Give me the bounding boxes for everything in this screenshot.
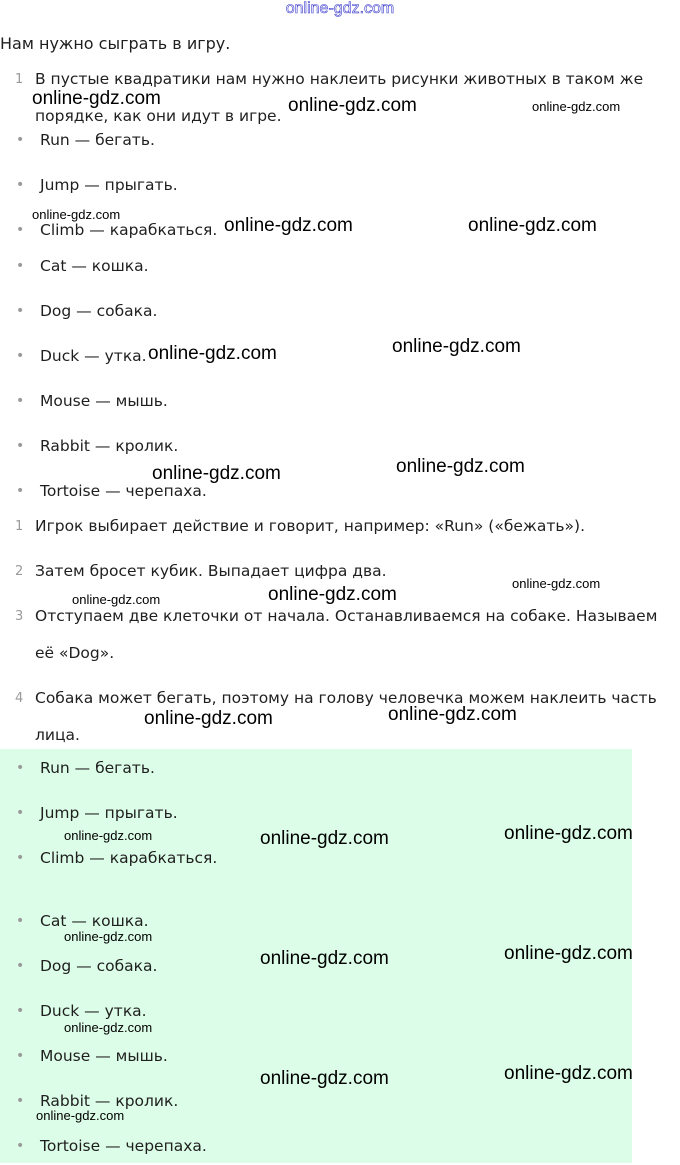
step-number: 1 <box>15 519 24 534</box>
watermark-text: online-gdz.com <box>260 828 389 849</box>
vocab-item-text: Tortoise — черепаха. <box>40 1137 207 1155</box>
watermark-text: online-gdz.com <box>148 343 277 364</box>
bullet-marker: • <box>16 483 25 499</box>
watermark-text: online-gdz.com <box>504 823 633 844</box>
bullet-marker: • <box>16 760 25 776</box>
watermark-text: online-gdz.com <box>504 1063 633 1084</box>
bullet-marker: • <box>16 348 25 364</box>
step-text-line: порядке, как они идут в игре. <box>35 107 282 125</box>
top-watermark: online-gdz.com <box>285 0 395 17</box>
bullet-marker: • <box>16 132 25 148</box>
step-number: 2 <box>15 564 24 579</box>
bullet-marker: • <box>16 393 25 409</box>
watermark-text: online-gdz.com <box>260 948 389 969</box>
bullet-marker: • <box>16 850 25 866</box>
bullet-marker: • <box>16 303 25 319</box>
step-text-line: Отступаем две клеточки от начала. Останавливаемся на собаке. Называем <box>35 607 658 625</box>
watermark-text: online-gdz.com <box>504 943 633 964</box>
bullet-marker: • <box>16 258 25 274</box>
watermark-text: online-gdz.com <box>260 1068 389 1089</box>
vocab-item-text: Run — бегать. <box>40 131 155 149</box>
watermark-text: online-gdz.com <box>532 99 621 114</box>
watermark-text: online-gdz.com <box>224 215 353 236</box>
bullet-marker: • <box>16 438 25 454</box>
bullet-marker: • <box>16 1048 25 1064</box>
step-text-line: лица. <box>35 726 80 744</box>
vocab-item-text: Rabbit — кролик. <box>40 1092 179 1110</box>
watermark-text: online-gdz.com <box>72 592 161 607</box>
watermark-text: online-gdz.com <box>288 95 417 116</box>
bullet-marker: • <box>16 913 25 929</box>
vocab-item-text: Jump — прыгать. <box>40 804 178 822</box>
bullet-marker: • <box>16 1093 25 1109</box>
watermark-text: online-gdz.com <box>32 207 121 222</box>
watermark-text: online-gdz.com <box>144 708 273 729</box>
watermark-text: online-gdz.com <box>32 88 161 109</box>
bullet-marker: • <box>16 805 25 821</box>
watermark-text: online-gdz.com <box>512 576 601 591</box>
bullet-marker: • <box>16 222 25 238</box>
watermark-text: online-gdz.com <box>396 456 525 477</box>
vocab-item-text: Tortoise — черепаха. <box>40 482 207 500</box>
step-text-line: Собака может бегать, поэтому на голову человечка можем наклеить часть <box>35 689 657 707</box>
step-text-line: её «Dog». <box>35 644 115 662</box>
watermark-text: online-gdz.com <box>388 704 517 725</box>
bullet-marker: • <box>16 1138 25 1154</box>
step-text-line: В пустые квадратики нам нужно наклеить рисунки животных в таком же <box>35 70 644 88</box>
bullet-marker: • <box>16 177 25 193</box>
vocab-item-text: Jump — прыгать. <box>40 176 178 194</box>
bullet-marker: • <box>16 958 25 974</box>
step-text-line: Игрок выбирает действие и говорит, например: «Run» («бежать»). <box>35 517 585 535</box>
step-text-line: Затем бросет кубик. Выпадает цифра два. <box>35 562 387 580</box>
watermark-text: online-gdz.com <box>36 1108 125 1123</box>
step-number: 4 <box>15 691 24 706</box>
vocab-item-text: Climb — карабкаться. <box>40 849 218 867</box>
vocab-item-text: Duck — утка. <box>40 1002 147 1020</box>
step-number: 1 <box>15 72 24 87</box>
vocab-item-text: Cat — кошка. <box>40 257 149 275</box>
watermark-text: online-gdz.com <box>152 463 281 484</box>
vocab-item-text: Mouse — мышь. <box>40 392 168 410</box>
vocab-item-text: Dog — собака. <box>40 957 158 975</box>
watermark-text: online-gdz.com <box>64 828 153 843</box>
intro-text: Нам нужно сыграть в игру. <box>0 34 231 53</box>
watermark-text: online-gdz.com <box>468 215 597 236</box>
watermark-text: online-gdz.com <box>268 584 397 605</box>
step-number: 3 <box>15 609 24 624</box>
vocab-item-text: Cat — кошка. <box>40 912 149 930</box>
watermark-text: online-gdz.com <box>392 336 521 357</box>
vocab-item-text: Mouse — мышь. <box>40 1047 168 1065</box>
vocab-item-text: Dog — собака. <box>40 302 158 320</box>
vocab-item-text: Run — бегать. <box>40 759 155 777</box>
vocab-item-text: Duck — утка. <box>40 347 147 365</box>
watermark-text: online-gdz.com <box>64 1020 153 1035</box>
watermark-text: online-gdz.com <box>64 929 153 944</box>
vocab-item-text: Rabbit — кролик. <box>40 437 179 455</box>
vocab-item-text: Climb — карабкаться. <box>40 221 218 239</box>
bullet-marker: • <box>16 1003 25 1019</box>
